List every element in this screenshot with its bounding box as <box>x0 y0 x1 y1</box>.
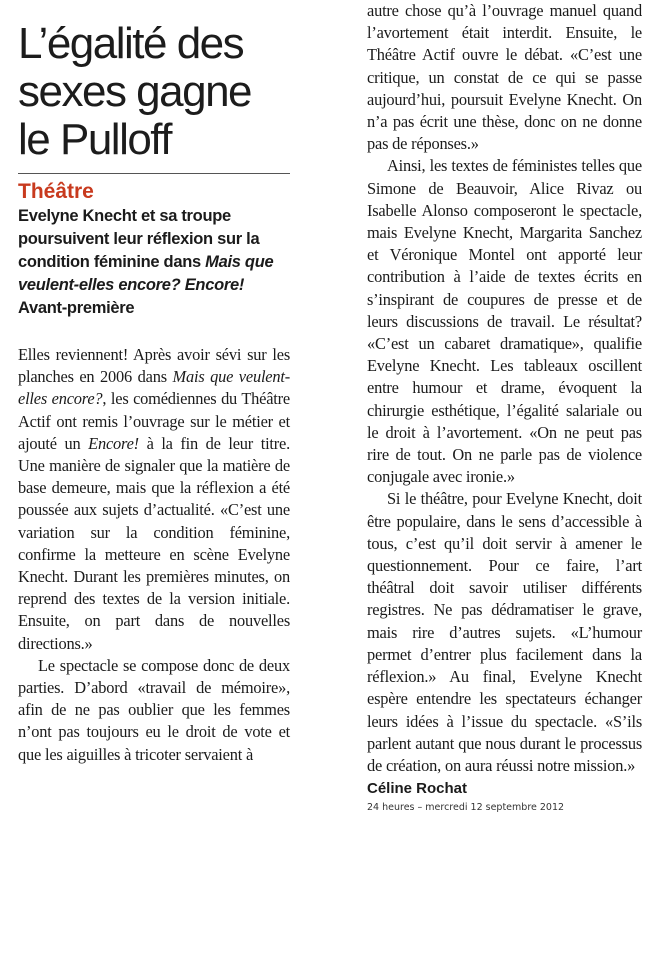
paragraph <box>18 344 290 655</box>
standfirst-text: Evelyne Knecht et sa troupe poursuivent leur réflexion sur la condition féminine dans <box>18 207 260 271</box>
paragraph-text: Elles reviennent! Après avoir sévi sur les planches en 2006 dans <box>18 345 290 387</box>
article-body-right <box>367 0 642 777</box>
headline: L’égalité des sexes gagne le Pulloff <box>18 19 252 164</box>
headline-rule <box>18 173 290 174</box>
paragraph: Ainsi, les textes de féministes telles que Simone de Beauvoir, Alice Rivaz ou Isabelle Alonso composeront le spectacle, mais Evelyne Knecht, Margarita Sanchez et Véronique Montel ont apporté leur contribution à l’aide de textes écrits en s’inspirant de coupures de presse et de leurs discussions de travail. Le résultat? «C’est un cabaret dramatique», qualifie Evelyne Knecht. Les tableaux oscillent entre humour et drame, évoquent la chirurgie esthétique, l’égalité salariale ou le droit à l’avortement. «On ne peut pas rire de tout. On ne parle pas de violence conjugale avec ironie.» <box>367 156 642 487</box>
play-title: Mais que veulent-elles encore? <box>18 367 290 409</box>
paragraph-text: à la fin de leur titre. Une manière de signaler que la matière de base demeure, mais que la réflexion a été poussée aux sujets d’actualité. «C’est une variation sur la condition féminine, confirme la metteure en scène Evelyne Knecht. Durant les premières minutes, on reprend des textes de la version initiale. Ensuite, on part dans de nouvelles directions.» <box>18 433 291 653</box>
article-body-left <box>18 344 290 766</box>
standfirst <box>18 205 290 320</box>
play-title-suffix: Encore! <box>88 433 139 453</box>
publication-footer: 24 heures – mercredi 12 septembre 2012 <box>367 802 565 814</box>
standfirst-tag: Avant-première <box>18 299 135 317</box>
section-kicker: Théâtre <box>18 180 94 203</box>
byline: Céline Rochat <box>367 780 468 798</box>
paragraph: autre chose qu’à l’ouvrage manuel quand l’avortement était interdit. Ensuite, le Théâtre Actif ouvre le débat. «C’est une critique, un constat de ce qui se passe aujourd’hui, poursuit Evelyne Knecht. On n’a pas écrit une thèse, donc on ne donne pas de réponses.» <box>367 1 642 154</box>
right-column <box>367 0 642 814</box>
paragraph: Si le théâtre, pour Evelyne Knecht, doit être populaire, dans le sens d’accessible à tous, c’est qu’il doit servir à amener le questionnement. Pour ce faire, l’art théâtral doit savoir utiliser différents registres. Ne pas dédramatiser le grave, mais rire d’autres sujets. «L’humour permet d’entrer plus facilement dans la réflexion.» Au final, Evelyne Knecht espère entendre les spectateurs échanger leurs idées à l’issue du spectacle. «S’ils parlent autant que nous durant le processus de création, on aura réussi notre mission.» <box>367 489 642 775</box>
paragraph-text: , les comédiennes du Théâtre Actif ont remis l’ouvrage sur le métier et ajouté un <box>18 389 290 453</box>
standfirst-play-title: Mais que veulent-elles encore? Encore! <box>18 253 274 294</box>
left-column <box>18 8 290 766</box>
paragraph: Le spectacle se compose donc de deux parties. D’abord «travail de mémoire», afin de ne pas oublier que les femmes n’ont pas toujours eu le droit de vote et que les aiguilles à tricoter servaient à <box>18 655 290 764</box>
